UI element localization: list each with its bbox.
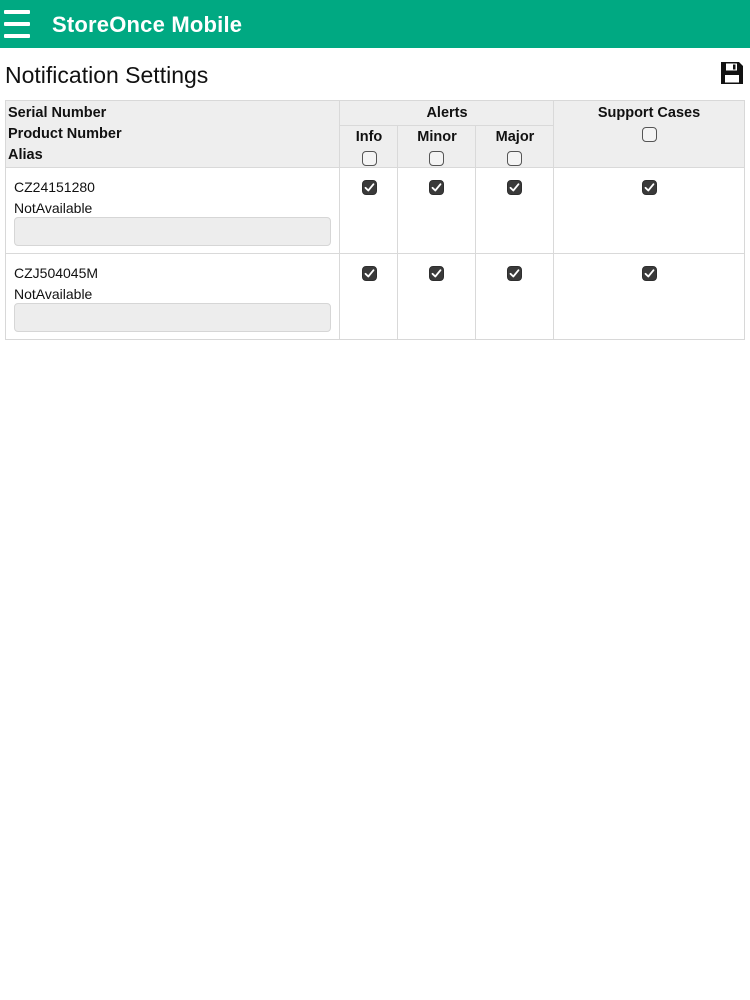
minor-alert-checkbox[interactable] — [429, 180, 444, 195]
col-support-cases: Support Cases — [597, 105, 701, 121]
major-alert-checkbox[interactable] — [507, 266, 522, 281]
col-major: Major — [495, 129, 535, 145]
select-all-support-checkbox[interactable] — [642, 127, 657, 142]
row-serial-number: CZ24151280 — [14, 179, 95, 195]
row-serial-number: CZJ504045M — [14, 265, 99, 281]
menu-icon[interactable] — [4, 10, 30, 38]
select-all-minor-checkbox[interactable] — [429, 151, 444, 166]
col-info: Info — [355, 129, 383, 145]
notification-table — [5, 100, 745, 340]
alias-input[interactable] — [14, 217, 331, 246]
col-minor: Minor — [417, 129, 457, 145]
select-all-info-checkbox[interactable] — [362, 151, 377, 166]
info-alert-checkbox[interactable] — [362, 266, 377, 281]
minor-alert-checkbox[interactable] — [429, 266, 444, 281]
select-all-major-checkbox[interactable] — [507, 151, 522, 166]
info-alert-checkbox[interactable] — [362, 180, 377, 195]
row-product-number: NotAvailable — [14, 286, 93, 302]
col-serial-number: Serial Number — [8, 105, 107, 121]
row-product-number: NotAvailable — [14, 200, 93, 216]
app-title: StoreOnce Mobile — [52, 12, 243, 37]
alias-input[interactable] — [14, 303, 331, 332]
col-alias: Alias — [8, 147, 43, 163]
col-alerts: Alerts — [426, 105, 468, 121]
page-title: Notification Settings — [5, 62, 209, 88]
support-cases-checkbox[interactable] — [642, 180, 657, 195]
support-cases-checkbox[interactable] — [642, 266, 657, 281]
save-icon[interactable] — [720, 61, 744, 85]
app-header — [0, 0, 750, 48]
major-alert-checkbox[interactable] — [507, 180, 522, 195]
col-product-number: Product Number — [8, 126, 122, 142]
